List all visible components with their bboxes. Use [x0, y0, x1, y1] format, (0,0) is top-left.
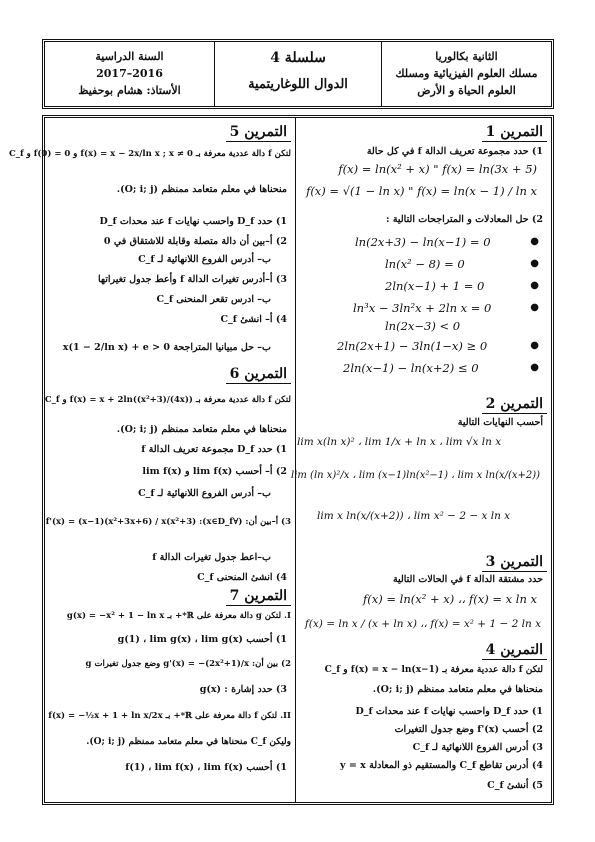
ex5-l1: لتكن f دالة عددية معرفة بـ f(x) = x − 2x/ln x ; x ≠ 0 و f(0) = 0 و C_f — [9, 149, 291, 159]
ex7-item5: II. لتكن f دالة معرفة على ℝ*+ بـ f(x) = −½x + 1 + ln x/2x — [48, 711, 291, 721]
header-track2: العلوم الحياة و الأرض — [417, 84, 516, 97]
ex4-item5: 5) أنشئ C_f — [487, 780, 543, 791]
ex1-eq5: ln(2x−3) < 0 — [385, 319, 461, 333]
ex1-q1: 1) حدد مجموعة تعريف الدالة f في كل حالة — [366, 146, 543, 157]
ex6-item2b: ب– أدرس الفروع اللانهائية لـ C_f — [138, 488, 271, 499]
ex2-l3: lim x ln(x/(x+2)) ، lim x² − 2 − x ln x — [317, 510, 511, 522]
exercise-7-title: التمرين 7 — [226, 588, 291, 606]
ex5-item4: 4) أ– انشئ C_f — [220, 314, 287, 325]
ex2-intro: أحسب النهايات التالية — [457, 417, 543, 428]
bullet: ● — [530, 280, 539, 291]
ex6-item3b: ب–اعط جدول تغيرات الدالة f — [152, 552, 271, 563]
header-class-info — [381, 42, 551, 106]
ex5-item1: 1) حدد D_f واحسب نهايات f عند محدات D_f — [99, 216, 287, 227]
ex1-eq1: ln(2x+3) − ln(x−1) = 0 — [355, 235, 491, 249]
bullet: ● — [530, 258, 539, 269]
ex6-item4: 4) انشئ المنحنى C_f — [197, 572, 287, 583]
ex1-f1: f(x) = ln(x² + x) " f(x) = ln(3x + 5) — [338, 162, 537, 176]
ex7-item3: 2) بين أن: g'(x) = −(2x²+1)/x وضع جدول تغيرات g — [85, 659, 291, 669]
ex1-q2: 2) حل المعادلات و المتراجحات التالية : — [386, 214, 543, 225]
header-teacher: الأستاذ: هشام بوحفيظ — [78, 84, 181, 97]
ex5-l2: منحناها في معلم متعامد ممنظم (O; i; j). — [116, 184, 287, 195]
ex5-item2: 2) أ–بين أن دالة متصلة وقابلة للاشتقاق في 0 — [103, 236, 287, 247]
ex7-item7: 1) أحسب f(1) ، lim f(x) ، lim f(x) — [125, 762, 287, 773]
exercise-4-title: التمرين 4 — [482, 642, 547, 660]
bullet: ● — [530, 340, 539, 351]
bullet: ● — [530, 236, 539, 247]
right-column — [289, 118, 551, 802]
ex1-eq7: 2ln(x−1) − ln(x+2) ≤ 0 — [343, 361, 479, 375]
exercise-2-title: التمرين 2 — [482, 396, 547, 414]
ex1-eq3: 2ln(x−1) + 1 = 0 — [385, 279, 485, 293]
ex1-f2: f(x) = √(1 − ln x) " f(x) = ln(x − 1) / ln x — [306, 184, 537, 198]
ex6-item2: 2) أ– أحسب lim f(x) و lim f(x) — [142, 466, 287, 477]
exercise-5-title: التمرين 5 — [226, 124, 291, 142]
header-level: الثانية بكالوريا — [435, 50, 498, 63]
ex5-item4b: ب– حل مبيانيا المتراجحة x(1 − 2/ln x) + e > 0 — [62, 342, 271, 353]
header-box — [42, 39, 554, 109]
exercise-3-title: التمرين 3 — [482, 554, 547, 572]
ex6-l1: لتكن f دالة عددية معرفة بـ f(x) = x + 2ln((x²+3)/(4x)) و C_f — [44, 395, 291, 405]
bullet: ● — [530, 302, 539, 313]
ex3-intro: حدد مشتقة الدالة f في الحالات التالية — [392, 574, 543, 585]
ex7-item2: 1) أحسب g(1) ، lim g(x) ، lim g(x) — [117, 634, 287, 645]
ex2-l1: lim x(ln x)² ، lim 1/x + ln x ، lim √x ln x — [297, 436, 502, 448]
bullet: ● — [530, 362, 539, 373]
ex4-l1: لتكن f دالة عددية معرفة بـ f(x) = x − ln(x−1) و C_f — [324, 665, 543, 675]
header-title-block — [215, 42, 381, 106]
left-column — [9, 118, 296, 802]
ex4-item3: 3) أدرس الفروع اللانهائية لـ C_f — [412, 742, 543, 753]
ex7-item6: وليكن C_f منحناها في معلم متعامد ممنظم (O; i; j). — [86, 737, 291, 747]
header-track: مسلك العلوم الفيزيائية ومسلك — [395, 67, 538, 80]
ex6-item1: 1) حدد D_f مجموعة تعريف الدالة f — [141, 444, 287, 455]
ex6-item3: 3) أ–بين أن: (∀x∈D_f): f'(x) = (x−1)(x²+3x+6) / x(x²+3) — [45, 517, 291, 527]
header-year-info — [45, 42, 215, 106]
ex7-item1: I. لتكن g دالة معرفة على ℝ*+ بـ g(x) = −x² + 1 − ln x — [66, 611, 291, 621]
ex5-item3: 3) أ–أدرس تغيرات الدالة f وأعط جدول تغيراتها — [97, 274, 287, 285]
ex1-eq2: ln(x² − 8) = 0 — [385, 257, 465, 271]
ex3-d2: f(x) = ln x / (x + ln x) ،، f(x) = x² + 1 − 2 ln x — [304, 618, 541, 630]
exercises-box — [9, 115, 554, 805]
ex4-item4: 4) أدرس تقاطع C_f والمستقيم ذو المعادلة y = x — [340, 760, 543, 771]
exercise-1-title: التمرين 1 — [482, 124, 547, 142]
series-title: الدوال اللوغاريتمية — [248, 77, 348, 92]
ex4-l2: منحناها في معلم متعامد ممنظم (O; i; j). — [372, 684, 543, 695]
ex5-item3b: ب– ادرس تقعر المنحنى C_f — [156, 294, 271, 305]
ex7-item4: 3) حدد إشارة : g(x) — [199, 684, 287, 695]
ex1-eq4: ln³x − 3ln²x + 2ln x = 0 — [353, 301, 492, 315]
ex5-item2b: ب– أدرس الفروع اللانهائية لـ C_f — [138, 254, 271, 265]
header-year-label: السنة الدراسية — [95, 50, 164, 63]
ex2-l2: lim (ln x)²/x ، lim (x−1)ln(x²−1) ، lim x ln(x/(x+2)) — [291, 470, 541, 481]
ex4-item1: 1) حدد D_f واحسب نهايات f عند محدات D_f — [355, 706, 543, 717]
ex1-eq6: 2ln(2x+1) − 3ln(1−x) ≥ 0 — [337, 339, 488, 353]
exercise-6-title: التمرين 6 — [226, 366, 291, 384]
series-number: سلسلة 4 — [270, 50, 326, 66]
ex3-d1: f(x) = ln(x² + x) ،، f(x) = x ln x — [362, 592, 537, 606]
ex4-item2: 2) أحسب f'(x) وضع جدول التغيرات — [394, 724, 543, 735]
header-year: 2016–2017 — [96, 67, 163, 80]
ex6-l2: منحناها في معلم متعامد ممنظم (O; i; j). — [116, 424, 287, 435]
